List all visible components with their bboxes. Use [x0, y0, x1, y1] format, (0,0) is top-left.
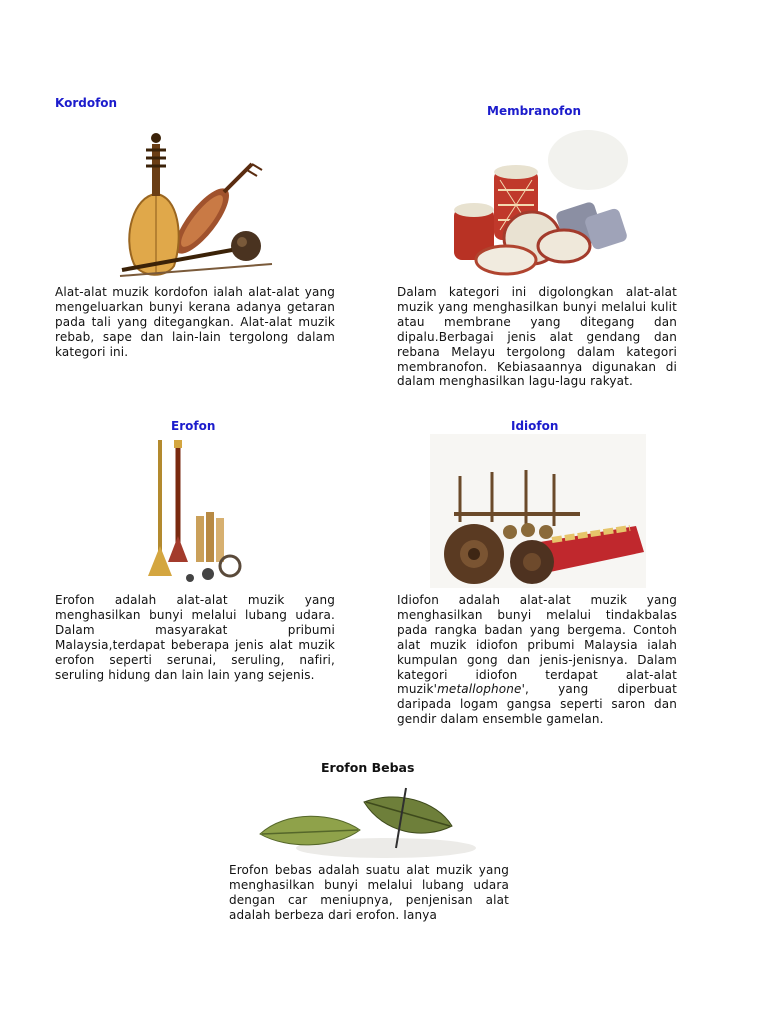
idiofon-heading: Idiofon: [511, 419, 559, 433]
erofon-bebas-description: Erofon bebas adalah suatu alat muzik yang menghasilkan bunyi melalui lubang udara dengan car meniupnya, penjenisan alat adalah berbeza dari erofon. Ianya: [229, 863, 509, 922]
membranofon-drums-image: [448, 120, 633, 280]
idiofon-description: [397, 593, 677, 727]
membranofon-heading: Membranofon: [487, 104, 581, 118]
idiofon-description-part1: Idiofon adalah alat-alat muzik yang menghasilkan bunyi melalui tindakbalas pada rangka badan yang bergema. Contoh alat muzik idiofon pribumi Malaysia ialah kumpulan gong dan jenis-jenisnya. Dalam kategori idiofon terdapat alat-alat muzik': [397, 593, 677, 697]
kordofon-description: Alat-alat muzik kordofon ialah alat-alat yang mengeluarkan bunyi kerana adanya getaran pada tali yang ditegangkan. Alat-alat muzik rebab, sape dan lain-lain tergolong dalam kategori ini.: [55, 285, 335, 359]
kordofon-heading: Kordofon: [55, 96, 118, 110]
erofon-bebas-leaves-image: [256, 778, 482, 862]
erofon-bebas-heading: Erofon Bebas: [321, 760, 415, 775]
idiofon-description-italic: metallophone: [437, 682, 522, 697]
kordofon-instruments-image: [112, 126, 280, 282]
erofon-description: Erofon adalah alat-alat muzik yang menghasilkan bunyi melalui lubang udara. Dalam masyarakat pribumi Malaysia,terdapat beberapa jenis alat muzik erofon seperti serunai, seruling, nafiri, seruling hidung dan lain lain yang sejenis.: [55, 593, 335, 682]
idiofon-gamelan-image: [430, 434, 646, 588]
erofon-instruments-image: [130, 436, 260, 586]
erofon-heading: Erofon: [171, 419, 216, 433]
idiofon-description-part2: ', yang diperbuat daripada logam gangsa seperti saron dan gendir dalam ensemble gamelan.: [397, 682, 677, 727]
membranofon-description: Dalam kategori ini digolongkan alat-alat muzik yang menghasilkan bunyi melalui kulit atau membrane yang ditegang dan dipalu.Berbagai jenis alat gendang dan rebana Melayu tergolong dalam kategori membranofon. Kebiasaannya digunakan di dalam menghasilkan lagu-lagu rakyat.: [397, 285, 677, 389]
